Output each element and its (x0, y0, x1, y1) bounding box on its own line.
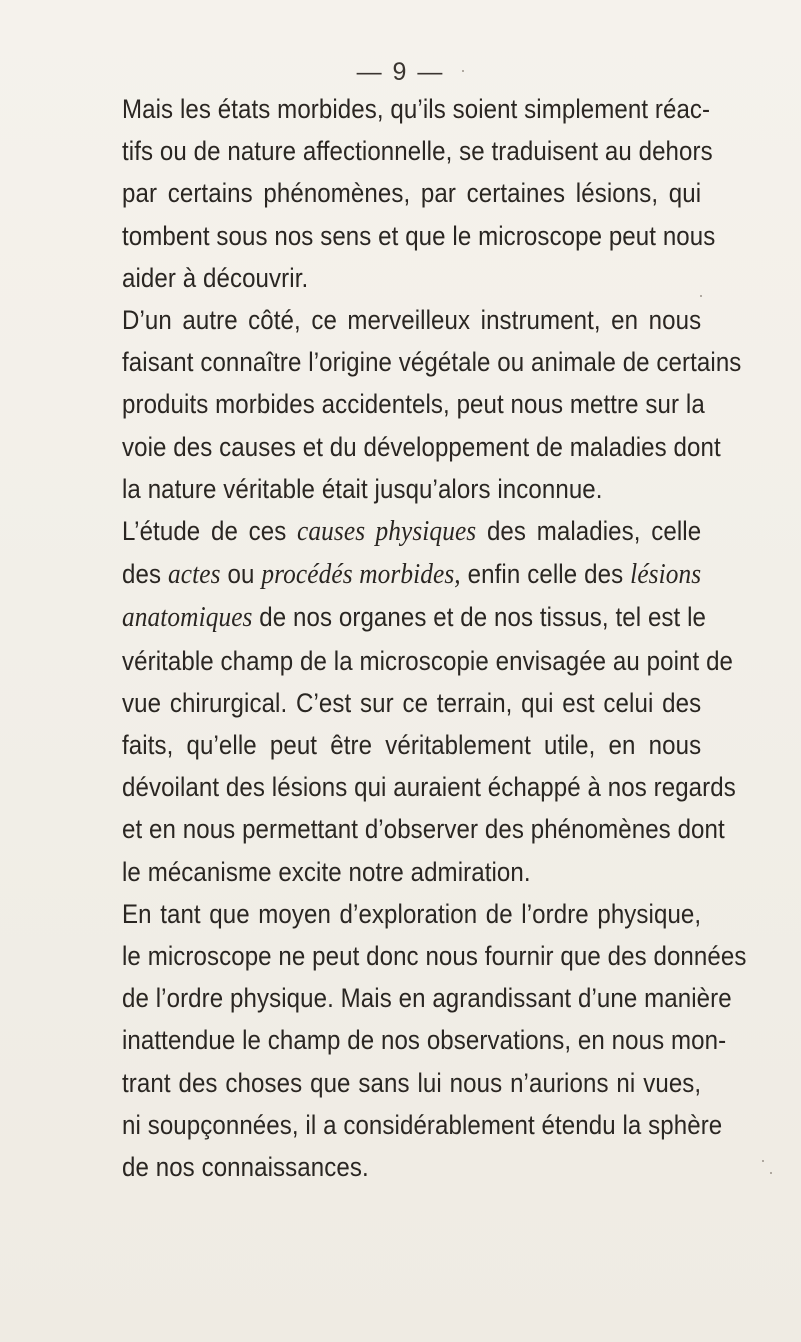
text-run: voie des causes et du développement de maladies dont (122, 431, 721, 462)
text-run: de nos organes et de nos tissus, tel est le (252, 602, 707, 633)
text-line (122, 766, 736, 808)
text-line (122, 468, 701, 510)
text-line (122, 682, 701, 724)
text-line (122, 1146, 701, 1188)
text-run: Mais les états morbides, qu’ils soient simplement réac- (122, 94, 711, 124)
text-run: vue chirurgical. C’est sur ce terrain, qui est celui des (122, 687, 702, 718)
italic-term: causes physiques (297, 516, 477, 548)
text-run: trant des choses que sans lui nous n’aurions ni vues, (122, 1067, 702, 1098)
text-line (122, 426, 721, 468)
text-run: enfin celle des (460, 559, 631, 590)
text-line (122, 977, 732, 1019)
text-line (122, 88, 711, 130)
text-run: la nature véritable était jusqu’alors inconnue. (122, 473, 603, 504)
text-run: En tant que moyen d’exploration de l’ordre physique, (122, 898, 702, 929)
text-line (122, 893, 701, 935)
text-run: aider à découvrir. (122, 262, 309, 293)
text-line (122, 130, 713, 172)
text-line (122, 383, 705, 425)
text-line (122, 1104, 723, 1146)
italic-term: actes (168, 559, 221, 591)
text-run: par certains phénomènes, par certaines lésions, qui (122, 178, 702, 209)
text-line (122, 724, 701, 766)
text-run: de nos connaissances. (122, 1152, 369, 1183)
text-run: véritable champ de la microscopie envisagée au point de (122, 645, 734, 676)
text-run: produits morbides accidentels, peut nous mettre sur la (122, 389, 705, 420)
text-run: ni soupçonnées, il a considérablement étendu la sphère (122, 1109, 723, 1140)
text-run: et en nous permettant d’observer des phénomènes dont (122, 814, 725, 845)
text-line (122, 257, 701, 299)
text-run: faits, qu’elle peut être véritablement utile, en nous (122, 730, 702, 761)
text-run: ou (220, 559, 262, 590)
body-text (122, 88, 747, 1188)
text-run: le microscope ne peut donc nous fournir que des données (122, 941, 747, 972)
text-run: D’un autre côté, ce merveilleux instrument, en nous (122, 305, 702, 336)
page-number: — 9 — (356, 58, 445, 86)
text-run: dévoilant des lésions qui auraient échappé à nos regards (122, 772, 736, 803)
italic-term: lésions (630, 559, 702, 591)
paper-speck (700, 295, 702, 297)
text-run: L’étude de ces (122, 516, 298, 547)
text-run: de l’ordre physique. Mais en agrandissant d’une manière (122, 983, 732, 1014)
text-run: des maladies, celle (476, 516, 702, 547)
text-line (122, 341, 742, 383)
text-line (122, 215, 716, 257)
paper-speck (762, 1160, 764, 1162)
text-run: le mécanisme excite notre admiration. (122, 856, 531, 887)
text-run: tifs ou de nature affectionnelle, se traduisent au dehors (122, 136, 713, 167)
paper-speck (462, 70, 464, 72)
text-line (122, 596, 707, 639)
text-line (122, 1062, 701, 1104)
text-line (122, 172, 701, 214)
italic-term: anatomiques (122, 602, 253, 634)
text-line (122, 935, 747, 977)
text-run: inattendue le champ de nos observations, en nous mon- (122, 1025, 727, 1056)
text-line (122, 299, 701, 341)
text-line (122, 851, 701, 893)
italic-term: procédés morbides, (261, 559, 461, 591)
text-line (122, 808, 725, 850)
text-line (122, 640, 734, 682)
text-line (122, 510, 701, 553)
paper-speck (770, 1172, 772, 1174)
text-run: faisant connaître l’origine végétale ou animale de certains (122, 347, 742, 378)
text-line (122, 553, 701, 596)
text-run: tombent sous nos sens et que le microscope peut nous (122, 220, 716, 251)
text-run: des (122, 559, 169, 590)
text-line (122, 1019, 727, 1061)
